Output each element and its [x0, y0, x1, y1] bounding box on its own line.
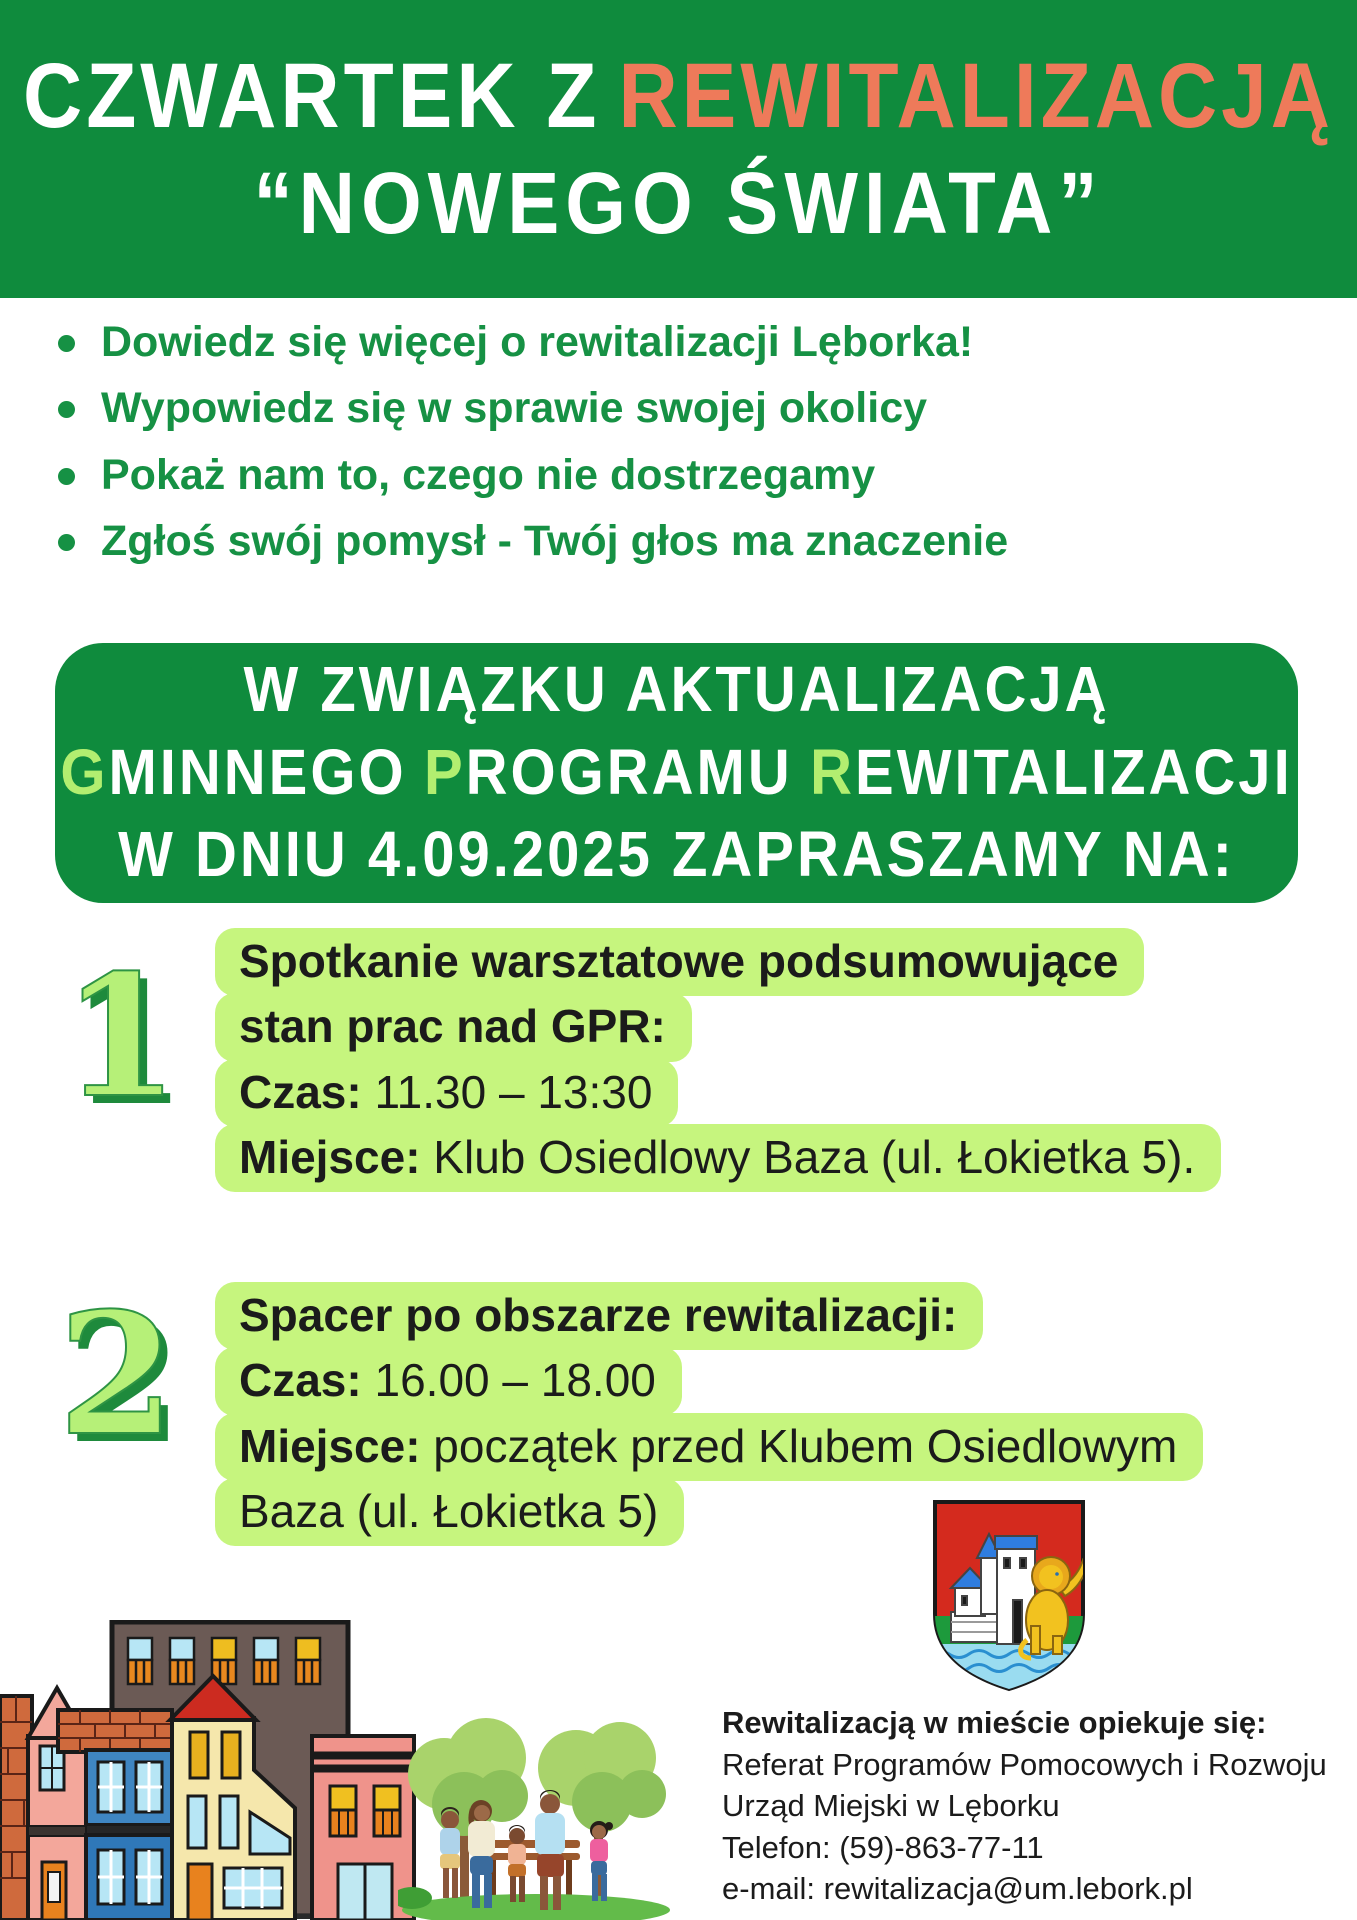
bullet-item	[58, 318, 1298, 367]
contact-block	[722, 1702, 1337, 1910]
event-line	[215, 993, 692, 1061]
initial-letter: P	[423, 736, 466, 808]
event-line	[215, 1478, 684, 1546]
announcement-word	[424, 736, 793, 808]
announcement-word	[60, 736, 406, 808]
boy-figure	[440, 1807, 460, 1898]
small-boy-figure	[508, 1825, 526, 1902]
bullet-dot-icon	[58, 468, 75, 485]
man-figure	[535, 1790, 565, 1910]
header-title-accent: REWITALIZACJĄ	[618, 44, 1334, 147]
event-line	[215, 1413, 1203, 1481]
blue-house	[86, 1750, 172, 1920]
brick-band	[58, 1710, 172, 1752]
event-2-block	[215, 1282, 1335, 1543]
bullet-item	[58, 384, 1298, 433]
event-line-text: 16.00 – 18.00	[361, 1354, 656, 1407]
bullet-list	[58, 318, 1298, 584]
bullet-text: Dowiedz się więcej o rewitalizacji Lęborka!	[101, 318, 974, 366]
grass-mound	[402, 1894, 670, 1920]
contact-line: Urząd Miejski w Lęborku	[722, 1788, 1060, 1824]
event-line-bold: Czas:	[239, 1354, 362, 1407]
family-illustration	[398, 1712, 670, 1920]
bullet-text: Zgłoś swój pomysł - Twój głos ma znaczenie	[101, 517, 1009, 566]
event-line	[215, 1282, 983, 1350]
word-rest: ROGRAMU	[465, 736, 793, 808]
bullet-dot-icon	[58, 534, 75, 551]
event-line	[215, 1124, 1221, 1192]
event-line	[215, 1347, 682, 1415]
contact-line: Telefon: (59)-863-77-11	[722, 1829, 1044, 1865]
bullet-text: Wypowiedz się w sprawie swojej okolicy	[101, 384, 928, 433]
announcement-line1: W ZWIĄZKU AKTUALIZACJĄ	[243, 654, 1110, 726]
header-line1	[23, 44, 1334, 149]
event-line-bold: stan prac nad GPR:	[239, 1000, 666, 1053]
event-line-bold: Miejsce:	[239, 1419, 421, 1472]
event-line-text: Baza (ul. Łokietka 5)	[239, 1484, 659, 1537]
announcement-box	[55, 643, 1298, 903]
contact-line: e-mail: rewitalizacja@um.lebork.pl	[722, 1871, 1193, 1907]
event-1-block	[215, 928, 1335, 1189]
initial-letter: G	[60, 736, 109, 808]
header-banner	[0, 0, 1357, 298]
header-title-part1: CZWARTEK Z	[22, 44, 601, 147]
initial-letter: R	[810, 736, 856, 808]
bullet-dot-icon	[58, 335, 75, 352]
event-line-text: początek przed Klubem Osiedlowym	[420, 1419, 1178, 1472]
event-line-text: 11.30 – 13:30	[361, 1065, 653, 1118]
contact-line: Referat Programów Pomocowych i Rozwoju	[722, 1746, 1327, 1782]
event-number-2: 2	[58, 1275, 175, 1473]
announcement-word	[810, 736, 1293, 808]
bullet-item	[58, 517, 1298, 566]
announcement-line2	[60, 728, 1292, 819]
event-line-text: Klub Osiedlowy Baza (ul. Łokietka 5).	[420, 1130, 1196, 1183]
lebork-coat-of-arms	[928, 1496, 1090, 1696]
city-illustration	[0, 1620, 420, 1920]
event-line-bold: Czas:	[239, 1065, 362, 1118]
event-line	[215, 928, 1144, 996]
contact-heading: Rewitalizacją w mieście opiekuje się:	[722, 1705, 1267, 1740]
header-line2: “NOWEGO ŚWIATA”	[253, 153, 1104, 252]
word-rest: MINNEGO	[108, 736, 407, 808]
event-line-bold: Miejsce:	[239, 1130, 421, 1183]
announcement-line3: W DNIU 4.09.2025 ZAPRASZAMY NA:	[118, 818, 1235, 891]
event-line-bold: Spacer po obszarze rewitalizacji:	[239, 1289, 958, 1341]
girl-figure	[590, 1821, 613, 1901]
bullet-text: Pokaż nam to, czego nie dostrzegamy	[101, 450, 876, 499]
event-line	[215, 1059, 678, 1127]
bullet-item	[58, 451, 1298, 500]
word-rest: EWITALIZACJI	[855, 736, 1293, 808]
event-line-bold: Spotkanie warsztatowe podsumowujące	[239, 935, 1119, 987]
bullet-dot-icon	[58, 401, 75, 418]
event-number-1: 1	[62, 937, 179, 1135]
